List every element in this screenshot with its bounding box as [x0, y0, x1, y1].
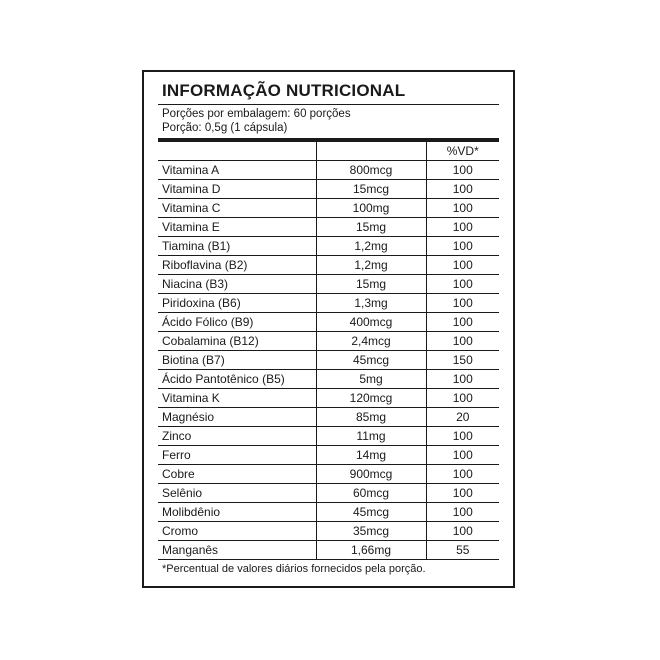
- title-divider: [158, 104, 499, 105]
- nutrient-amount: 900mcg: [316, 464, 426, 483]
- nutrient-name: Riboflavina (B2): [158, 255, 316, 274]
- nutrient-name: Vitamina K: [158, 388, 316, 407]
- nutrient-daily-value: 100: [426, 255, 499, 274]
- nutrient-daily-value: 100: [426, 274, 499, 293]
- nutrient-daily-value: 100: [426, 483, 499, 502]
- nutrient-amount: 800mcg: [316, 160, 426, 179]
- nutrient-daily-value: 100: [426, 198, 499, 217]
- table-row: [158, 369, 499, 388]
- nutrient-daily-value: 100: [426, 502, 499, 521]
- nutrient-daily-value: 100: [426, 426, 499, 445]
- nutrient-amount: 1,3mg: [316, 293, 426, 312]
- table-row: [158, 236, 499, 255]
- nutrient-name: Zinco: [158, 426, 316, 445]
- table-row: [158, 445, 499, 464]
- nutrient-name: Ácido Pantotênico (B5): [158, 369, 316, 388]
- nutrient-daily-value: 20: [426, 407, 499, 426]
- table-row: [158, 350, 499, 369]
- table-row: [158, 160, 499, 179]
- nutrient-name: Biotina (B7): [158, 350, 316, 369]
- nutrient-amount: 5mg: [316, 369, 426, 388]
- nutrient-amount: 35mcg: [316, 521, 426, 540]
- nutrient-name: Magnésio: [158, 407, 316, 426]
- nutrient-daily-value: 100: [426, 464, 499, 483]
- header-daily-value: %VD*: [426, 142, 499, 160]
- table-row: [158, 179, 499, 198]
- nutrient-name: Vitamina D: [158, 179, 316, 198]
- nutrient-daily-value: 100: [426, 236, 499, 255]
- nutrient-daily-value: 100: [426, 445, 499, 464]
- table-row: [158, 464, 499, 483]
- nutrient-amount: 45mcg: [316, 502, 426, 521]
- nutrient-amount: 100mg: [316, 198, 426, 217]
- nutrient-name: Vitamina C: [158, 198, 316, 217]
- label-title: INFORMAÇÃO NUTRICIONAL: [162, 81, 406, 100]
- table-row: [158, 407, 499, 426]
- nutrient-daily-value: 100: [426, 331, 499, 350]
- nutrient-name: Cromo: [158, 521, 316, 540]
- nutrient-amount: 11mg: [316, 426, 426, 445]
- nutrient-amount: 120mcg: [316, 388, 426, 407]
- nutrient-amount: 1,2mg: [316, 255, 426, 274]
- nutrient-name: Selênio: [158, 483, 316, 502]
- nutrient-daily-value: 100: [426, 521, 499, 540]
- nutrient-amount: 45mcg: [316, 350, 426, 369]
- nutrient-amount: 1,2mg: [316, 236, 426, 255]
- serving-size: Porção: 0,5g (1 cápsula): [162, 122, 288, 134]
- nutrient-daily-value: 100: [426, 179, 499, 198]
- table-row: [158, 521, 499, 540]
- nutrient-name: Cobre: [158, 464, 316, 483]
- nutrient-name: Ferro: [158, 445, 316, 464]
- nutrient-name: Piridoxina (B6): [158, 293, 316, 312]
- table-row: [158, 426, 499, 445]
- servings-per-package: Porções por embalagem: 60 porções: [162, 108, 351, 120]
- nutrient-name: Vitamina A: [158, 160, 316, 179]
- nutrient-daily-value: 55: [426, 540, 499, 559]
- nutrient-daily-value: 100: [426, 312, 499, 331]
- nutrient-daily-value: 150: [426, 350, 499, 369]
- nutrition-facts-panel: [142, 70, 515, 588]
- table-row: [158, 540, 499, 559]
- nutrient-name: Molibdênio: [158, 502, 316, 521]
- nutrient-amount: 2,4mcg: [316, 331, 426, 350]
- nutrient-name: Vitamina E: [158, 217, 316, 236]
- header-nutrient: [158, 142, 316, 160]
- nutrient-daily-value: 100: [426, 217, 499, 236]
- nutrient-name: Cobalamina (B12): [158, 331, 316, 350]
- table-row: [158, 274, 499, 293]
- nutrient-daily-value: 100: [426, 293, 499, 312]
- header-amount: [316, 142, 426, 160]
- table-row: [158, 331, 499, 350]
- nutrient-name: Niacina (B3): [158, 274, 316, 293]
- nutrient-amount: 15mcg: [316, 179, 426, 198]
- table-header-row: [158, 142, 499, 160]
- nutrient-amount: 1,66mg: [316, 540, 426, 559]
- nutrient-amount: 15mg: [316, 217, 426, 236]
- nutrient-name: Tiamina (B1): [158, 236, 316, 255]
- table-row: [158, 312, 499, 331]
- table-row: [158, 255, 499, 274]
- nutrient-daily-value: 100: [426, 160, 499, 179]
- nutrient-amount: 400mcg: [316, 312, 426, 331]
- table-row: [158, 293, 499, 312]
- nutrient-name: Ácido Fólico (B9): [158, 312, 316, 331]
- nutrient-amount: 60mcg: [316, 483, 426, 502]
- footnote: *Percentual de valores diários fornecidos pela porção.: [162, 563, 426, 575]
- nutrient-amount: 14mg: [316, 445, 426, 464]
- nutrient-amount: 85mg: [316, 407, 426, 426]
- nutrient-daily-value: 100: [426, 369, 499, 388]
- table-row: [158, 388, 499, 407]
- nutrient-name: Manganês: [158, 540, 316, 559]
- table-row: [158, 502, 499, 521]
- nutrient-daily-value: 100: [426, 388, 499, 407]
- table-row: [158, 217, 499, 236]
- table-row: [158, 198, 499, 217]
- nutrient-amount: 15mg: [316, 274, 426, 293]
- nutrient-table: [158, 142, 499, 560]
- table-row: [158, 483, 499, 502]
